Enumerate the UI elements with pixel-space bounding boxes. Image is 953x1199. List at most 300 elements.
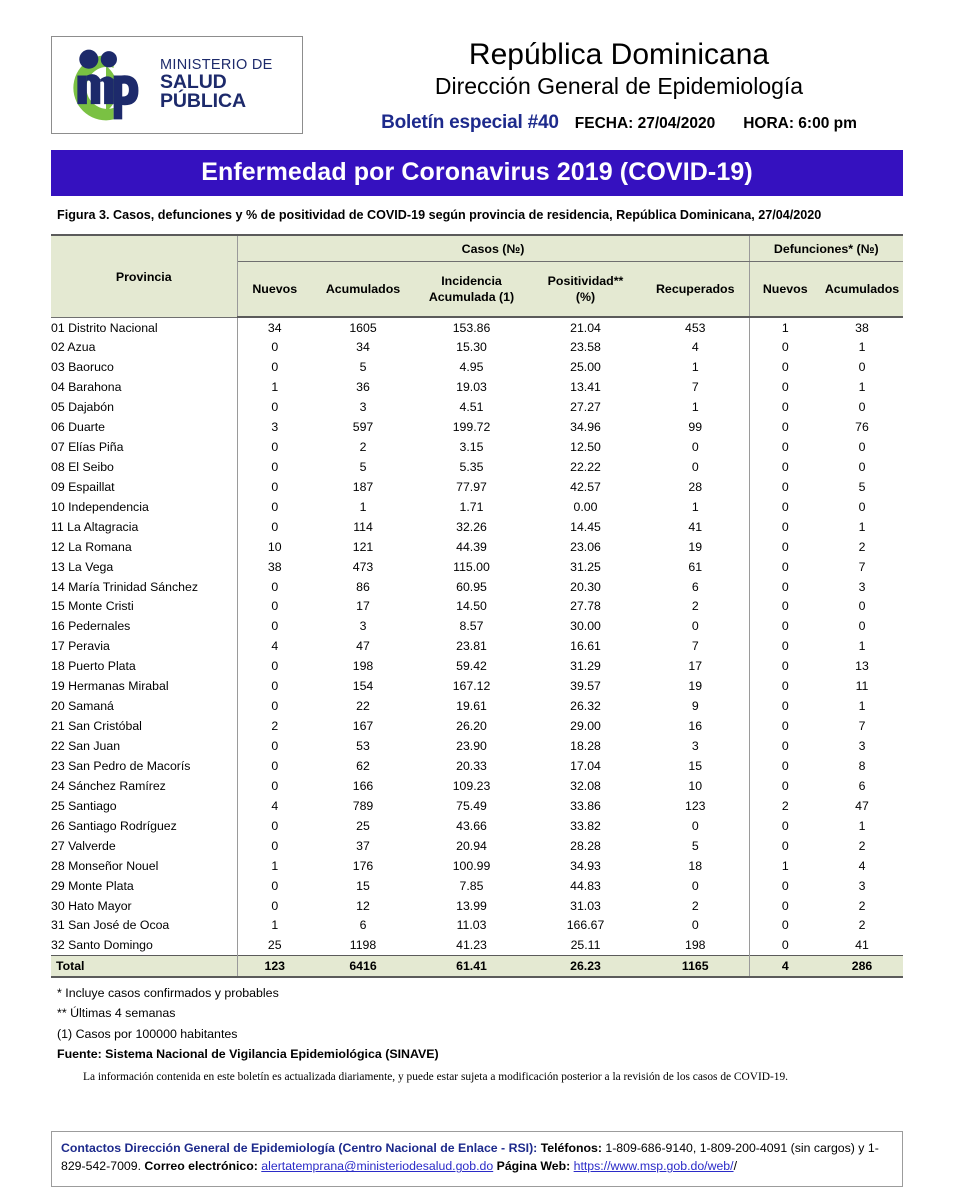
cell-recuperados: 0	[642, 437, 749, 457]
cell-positividad: 17.04	[529, 756, 642, 776]
cell-total-acumulados: 6416	[312, 955, 414, 977]
cell-acumulados: 597	[312, 417, 414, 437]
table-total-row	[51, 955, 903, 977]
cell-provincia: 07 Elías Piña	[51, 437, 237, 457]
cell-def-nuevos: 0	[749, 417, 821, 437]
cell-nuevos: 0	[237, 756, 312, 776]
cell-incidencia: 115.00	[414, 557, 529, 577]
cell-recuperados: 17	[642, 656, 749, 676]
cell-def-nuevos: 0	[749, 397, 821, 417]
footer-web-label: Página Web:	[496, 1159, 571, 1174]
cell-positividad: 26.32	[529, 696, 642, 716]
cell-acumulados: 12	[312, 896, 414, 916]
cell-acumulados: 114	[312, 517, 414, 537]
cell-incidencia: 11.03	[414, 916, 529, 936]
cell-def-nuevos: 0	[749, 457, 821, 477]
figure-caption: Figura 3. Casos, defunciones y % de positividad de COVID-19 según provincia de residencia, República Dominicana, 27/04/2020	[57, 208, 822, 222]
table-row	[51, 896, 903, 916]
table-row	[51, 656, 903, 676]
cell-recuperados: 2	[642, 597, 749, 617]
cell-acumulados: 62	[312, 756, 414, 776]
cell-nuevos: 0	[237, 597, 312, 617]
cell-def-nuevos: 0	[749, 876, 821, 896]
cell-def-nuevos: 0	[749, 497, 821, 517]
cell-total-positividad: 26.23	[529, 955, 642, 977]
disease-banner: Enfermedad por Coronavirus 2019 (COVID-19)	[51, 150, 903, 196]
cell-def-acumulados: 0	[821, 457, 903, 477]
cell-provincia: 19 Hermanas Mirabal	[51, 676, 237, 696]
cell-recuperados: 453	[642, 317, 749, 337]
cell-def-nuevos: 0	[749, 756, 821, 776]
cell-nuevos: 0	[237, 357, 312, 377]
cell-incidencia: 77.97	[414, 477, 529, 497]
cell-acumulados: 3	[312, 616, 414, 636]
footer-contacts-label: Contactos Dirección General de Epidemiología (Centro Nacional de Enlace - RSI):	[61, 1141, 538, 1155]
cell-provincia: 26 Santiago Rodríguez	[51, 816, 237, 836]
title-block	[309, 36, 929, 134]
cell-acumulados: 5	[312, 457, 414, 477]
cell-provincia: 31 San José de Ocoa	[51, 916, 237, 936]
cell-def-acumulados: 4	[821, 856, 903, 876]
cell-def-acumulados: 3	[821, 876, 903, 896]
cell-provincia: 24 Sánchez Ramírez	[51, 776, 237, 796]
cell-def-nuevos: 0	[749, 616, 821, 636]
cell-nuevos: 0	[237, 696, 312, 716]
cell-incidencia: 199.72	[414, 417, 529, 437]
cell-acumulados: 17	[312, 597, 414, 617]
cell-nuevos: 0	[237, 896, 312, 916]
cell-recuperados: 7	[642, 636, 749, 656]
logo-line-2: SALUD PÚBLICA	[160, 70, 246, 113]
cell-acumulados: 154	[312, 676, 414, 696]
cell-provincia: 27 Valverde	[51, 836, 237, 856]
cell-def-acumulados: 76	[821, 417, 903, 437]
col-header-def-acumulados: Acumulados	[821, 261, 903, 317]
cell-nuevos: 0	[237, 656, 312, 676]
cell-def-nuevos: 0	[749, 836, 821, 856]
table-group-header-row	[51, 235, 903, 261]
cell-positividad: 20.30	[529, 577, 642, 597]
cell-incidencia: 20.33	[414, 756, 529, 776]
cell-positividad: 34.93	[529, 856, 642, 876]
cell-nuevos: 0	[237, 577, 312, 597]
cell-def-nuevos: 0	[749, 696, 821, 716]
cell-nuevos: 2	[237, 716, 312, 736]
cell-def-nuevos: 0	[749, 896, 821, 916]
cell-def-acumulados: 3	[821, 736, 903, 756]
cell-positividad: 25.11	[529, 935, 642, 955]
cell-nuevos: 0	[237, 876, 312, 896]
col-header-incidencia	[414, 261, 529, 317]
table-row	[51, 716, 903, 736]
incidencia-line-1: Incidencia	[441, 274, 502, 288]
cell-def-acumulados: 0	[821, 437, 903, 457]
col-group-casos: Casos (№)	[237, 235, 749, 261]
cell-recuperados: 0	[642, 457, 749, 477]
cell-def-acumulados: 7	[821, 557, 903, 577]
table-row	[51, 497, 903, 517]
cell-provincia: 03 Baoruco	[51, 357, 237, 377]
cell-def-nuevos: 0	[749, 477, 821, 497]
cell-nuevos: 0	[237, 497, 312, 517]
cell-def-nuevos: 0	[749, 676, 821, 696]
table-notes	[57, 983, 917, 1082]
table-row	[51, 736, 903, 756]
table-row	[51, 477, 903, 497]
cell-def-acumulados: 2	[821, 896, 903, 916]
cell-incidencia: 41.23	[414, 935, 529, 955]
cell-provincia: 22 San Juan	[51, 736, 237, 756]
table-row	[51, 577, 903, 597]
table-row	[51, 377, 903, 397]
cell-def-nuevos: 0	[749, 776, 821, 796]
table-row	[51, 796, 903, 816]
cell-incidencia: 19.03	[414, 377, 529, 397]
cell-incidencia: 19.61	[414, 696, 529, 716]
cell-def-nuevos: 0	[749, 597, 821, 617]
cell-positividad: 31.03	[529, 896, 642, 916]
cell-provincia: 04 Barahona	[51, 377, 237, 397]
table-row	[51, 397, 903, 417]
cell-acumulados: 15	[312, 876, 414, 896]
table-row	[51, 836, 903, 856]
cell-provincia: 29 Monte Plata	[51, 876, 237, 896]
cell-def-acumulados: 11	[821, 676, 903, 696]
cell-acumulados: 25	[312, 816, 414, 836]
cell-nuevos: 0	[237, 736, 312, 756]
cell-def-nuevos: 2	[749, 796, 821, 816]
cell-recuperados: 0	[642, 816, 749, 836]
cell-acumulados: 3	[312, 397, 414, 417]
cell-nuevos: 1	[237, 377, 312, 397]
cell-def-acumulados: 47	[821, 796, 903, 816]
cell-positividad: 13.41	[529, 377, 642, 397]
cell-def-acumulados: 8	[821, 756, 903, 776]
cell-def-acumulados: 1	[821, 337, 903, 357]
cell-provincia: 05 Dajabón	[51, 397, 237, 417]
cell-recuperados: 1	[642, 497, 749, 517]
cell-incidencia: 5.35	[414, 457, 529, 477]
table-row	[51, 916, 903, 936]
note-double-asterisk: ** Últimas 4 semanas	[57, 1006, 176, 1021]
cell-incidencia: 75.49	[414, 796, 529, 816]
cell-nuevos: 1	[237, 916, 312, 936]
table-row	[51, 517, 903, 537]
cell-incidencia: 44.39	[414, 537, 529, 557]
cell-provincia: 23 San Pedro de Macorís	[51, 756, 237, 776]
footer-web-suffix: /	[733, 1159, 737, 1174]
table-row	[51, 876, 903, 896]
cell-incidencia: 60.95	[414, 577, 529, 597]
cell-incidencia: 20.94	[414, 836, 529, 856]
table-row	[51, 437, 903, 457]
cell-recuperados: 19	[642, 676, 749, 696]
cell-positividad: 23.06	[529, 537, 642, 557]
cell-positividad: 39.57	[529, 676, 642, 696]
cell-provincia: 28 Monseñor Nouel	[51, 856, 237, 876]
cell-def-acumulados: 0	[821, 597, 903, 617]
footer-email-link[interactable]: alertatemprana@ministeriodesalud.gob.do	[261, 1159, 494, 1174]
cell-provincia: 18 Puerto Plata	[51, 656, 237, 676]
table-row	[51, 337, 903, 357]
cell-nuevos: 0	[237, 616, 312, 636]
cell-acumulados: 53	[312, 736, 414, 756]
cell-recuperados: 61	[642, 557, 749, 577]
table-row	[51, 816, 903, 836]
cell-provincia: 09 Espaillat	[51, 477, 237, 497]
cell-def-nuevos: 0	[749, 337, 821, 357]
bulletin-time: HORA: 6:00 pm	[743, 114, 857, 132]
footer-contacts	[51, 1131, 903, 1187]
bulletin-date: FECHA: 27/04/2020	[574, 114, 716, 132]
cell-positividad: 21.04	[529, 317, 642, 337]
cell-provincia: 15 Monte Cristi	[51, 597, 237, 617]
cell-incidencia: 13.99	[414, 896, 529, 916]
cell-positividad: 16.61	[529, 636, 642, 656]
cell-positividad: 18.28	[529, 736, 642, 756]
cell-recuperados: 99	[642, 417, 749, 437]
table-body	[51, 317, 903, 977]
bulletin-number: Boletín especial #40	[381, 111, 559, 133]
cell-positividad: 23.58	[529, 337, 642, 357]
cell-acumulados: 121	[312, 537, 414, 557]
cell-acumulados: 36	[312, 377, 414, 397]
cell-positividad: 12.50	[529, 437, 642, 457]
cell-provincia: 16 Pedernales	[51, 616, 237, 636]
bulletin-line	[309, 112, 929, 134]
cell-acumulados: 86	[312, 577, 414, 597]
cell-provincia: 32 Santo Domingo	[51, 935, 237, 955]
table-row	[51, 935, 903, 955]
cell-recuperados: 18	[642, 856, 749, 876]
col-group-defunciones: Defunciones* (№)	[749, 235, 903, 261]
cell-incidencia: 3.15	[414, 437, 529, 457]
table-row	[51, 636, 903, 656]
cell-def-acumulados: 5	[821, 477, 903, 497]
cell-provincia: 01 Distrito Nacional	[51, 317, 237, 337]
cell-provincia: 08 El Seibo	[51, 457, 237, 477]
cell-recuperados: 1	[642, 397, 749, 417]
cell-nuevos: 34	[237, 317, 312, 337]
cell-def-nuevos: 0	[749, 716, 821, 736]
cell-recuperados: 5	[642, 836, 749, 856]
cell-acumulados: 167	[312, 716, 414, 736]
cell-positividad: 31.25	[529, 557, 642, 577]
table-row	[51, 357, 903, 377]
col-header-casos-acumulados: Acumulados	[312, 261, 414, 317]
cell-positividad: 33.82	[529, 816, 642, 836]
cell-acumulados: 789	[312, 796, 414, 816]
incidencia-line-2: Acumulada (1)	[428, 290, 515, 305]
cell-incidencia: 23.90	[414, 736, 529, 756]
cell-def-nuevos: 0	[749, 437, 821, 457]
cell-incidencia: 153.86	[414, 317, 529, 337]
cell-def-acumulados: 2	[821, 537, 903, 557]
table-row	[51, 417, 903, 437]
cell-nuevos: 0	[237, 477, 312, 497]
cell-recuperados: 15	[642, 756, 749, 776]
cell-incidencia: 15.30	[414, 337, 529, 357]
cell-nuevos: 4	[237, 796, 312, 816]
cell-def-nuevos: 0	[749, 816, 821, 836]
footer-correo-label: Correo electrónico:	[144, 1159, 258, 1174]
cell-incidencia: 4.51	[414, 397, 529, 417]
cell-nuevos: 0	[237, 457, 312, 477]
cell-incidencia: 100.99	[414, 856, 529, 876]
cell-def-nuevos: 0	[749, 517, 821, 537]
cell-recuperados: 6	[642, 577, 749, 597]
note-source: Fuente: Sistema Nacional de Vigilancia Epidemiológica (SINAVE)	[57, 1046, 439, 1061]
cell-def-nuevos: 0	[749, 736, 821, 756]
cell-def-acumulados: 41	[821, 935, 903, 955]
cell-positividad: 34.96	[529, 417, 642, 437]
cell-recuperados: 0	[642, 916, 749, 936]
table-row	[51, 597, 903, 617]
cell-incidencia: 26.20	[414, 716, 529, 736]
cell-recuperados: 16	[642, 716, 749, 736]
cell-recuperados: 28	[642, 477, 749, 497]
footer-telefonos-label: Teléfonos:	[540, 1141, 602, 1155]
cell-def-acumulados: 0	[821, 497, 903, 517]
table-row	[51, 756, 903, 776]
cell-def-nuevos: 0	[749, 557, 821, 577]
cell-def-acumulados: 1	[821, 377, 903, 397]
cell-def-nuevos: 0	[749, 656, 821, 676]
cell-acumulados: 1	[312, 497, 414, 517]
positividad-line-1: Positividad**	[547, 274, 624, 288]
cell-positividad: 32.08	[529, 776, 642, 796]
cell-provincia: 13 La Vega	[51, 557, 237, 577]
cell-total-def-acumulados: 286	[821, 955, 903, 977]
cell-recuperados: 0	[642, 876, 749, 896]
cell-def-acumulados: 7	[821, 716, 903, 736]
cell-nuevos: 10	[237, 537, 312, 557]
cell-positividad: 31.29	[529, 656, 642, 676]
cell-nuevos: 0	[237, 776, 312, 796]
cell-acumulados: 6	[312, 916, 414, 936]
cell-def-acumulados: 13	[821, 656, 903, 676]
cell-def-nuevos: 0	[749, 357, 821, 377]
cell-recuperados: 1	[642, 357, 749, 377]
footer-telefonos-value: 1-809-686-9140, 1-809-200-4091 (sin cargos) y 1-829-542-7009.	[61, 1141, 879, 1174]
cell-def-nuevos: 0	[749, 377, 821, 397]
cell-acumulados: 187	[312, 477, 414, 497]
cell-positividad: 27.78	[529, 597, 642, 617]
cell-def-acumulados: 0	[821, 616, 903, 636]
cell-total-incidencia: 61.41	[414, 955, 529, 977]
cell-acumulados: 5	[312, 357, 414, 377]
table-row	[51, 776, 903, 796]
table-row	[51, 317, 903, 337]
country-title: República Dominicana	[468, 38, 770, 71]
col-header-positividad	[529, 261, 642, 317]
cell-incidencia: 7.85	[414, 876, 529, 896]
footer-web-link[interactable]: https://www.msp.gob.do/web/	[573, 1159, 734, 1174]
cell-positividad: 0.00	[529, 497, 642, 517]
cell-nuevos: 25	[237, 935, 312, 955]
table-row	[51, 457, 903, 477]
cell-provincia: 21 San Cristóbal	[51, 716, 237, 736]
cell-def-acumulados: 0	[821, 397, 903, 417]
cell-def-nuevos: 0	[749, 537, 821, 557]
cell-positividad: 25.00	[529, 357, 642, 377]
note-asterisk: * Incluye casos confirmados y probables	[57, 986, 279, 1001]
disclaimer-text: La información contenida en este boletín es actualizada diariamente, y puede estar sujeta a modificación posterior a la revisión de los casos de COVID-19.	[83, 1070, 789, 1083]
col-header-provincia: Provincia	[51, 235, 237, 317]
cell-provincia: 06 Duarte	[51, 417, 237, 437]
cell-positividad: 22.22	[529, 457, 642, 477]
cell-recuperados: 4	[642, 337, 749, 357]
ministry-logo	[51, 36, 303, 134]
cell-recuperados: 41	[642, 517, 749, 537]
table-row	[51, 696, 903, 716]
cell-def-acumulados: 6	[821, 776, 903, 796]
cell-incidencia: 1.71	[414, 497, 529, 517]
cell-recuperados: 0	[642, 616, 749, 636]
cell-def-acumulados: 1	[821, 816, 903, 836]
department-title: Dirección General de Epidemiología	[434, 72, 804, 99]
cell-nuevos: 4	[237, 636, 312, 656]
col-header-casos-nuevos: Nuevos	[237, 261, 312, 317]
cell-acumulados: 198	[312, 656, 414, 676]
cell-provincia: 12 La Romana	[51, 537, 237, 557]
cell-def-nuevos: 0	[749, 935, 821, 955]
cell-incidencia: 32.26	[414, 517, 529, 537]
table-row	[51, 616, 903, 636]
cell-positividad: 166.67	[529, 916, 642, 936]
cell-nuevos: 38	[237, 557, 312, 577]
cell-positividad: 29.00	[529, 716, 642, 736]
cell-recuperados: 10	[642, 776, 749, 796]
cell-incidencia: 43.66	[414, 816, 529, 836]
cell-nuevos: 0	[237, 517, 312, 537]
cell-recuperados: 198	[642, 935, 749, 955]
table-row	[51, 856, 903, 876]
cell-provincia: 11 La Altagracia	[51, 517, 237, 537]
cell-positividad: 30.00	[529, 616, 642, 636]
cell-provincia: 14 María Trinidad Sánchez	[51, 577, 237, 597]
cell-total-label: Total	[51, 955, 237, 977]
cell-incidencia: 59.42	[414, 656, 529, 676]
positividad-line-2: (%)	[575, 290, 596, 305]
cell-acumulados: 2	[312, 437, 414, 457]
cell-def-acumulados: 0	[821, 357, 903, 377]
logo-wordmark	[160, 58, 296, 113]
cell-incidencia: 14.50	[414, 597, 529, 617]
cell-recuperados: 7	[642, 377, 749, 397]
cell-total-def-nuevos: 4	[749, 955, 821, 977]
msp-logo-icon	[58, 43, 154, 127]
cell-provincia: 10 Independencia	[51, 497, 237, 517]
cell-acumulados: 1198	[312, 935, 414, 955]
covid-province-table	[51, 234, 903, 978]
cell-recuperados: 3	[642, 736, 749, 756]
cell-incidencia: 8.57	[414, 616, 529, 636]
cell-provincia: 02 Azua	[51, 337, 237, 357]
table-row	[51, 557, 903, 577]
cell-positividad: 27.27	[529, 397, 642, 417]
cell-incidencia: 4.95	[414, 357, 529, 377]
cell-nuevos: 0	[237, 816, 312, 836]
cell-recuperados: 9	[642, 696, 749, 716]
note-one: (1) Casos por 100000 habitantes	[57, 1026, 238, 1041]
cell-def-nuevos: 1	[749, 317, 821, 337]
cell-def-acumulados: 38	[821, 317, 903, 337]
cell-acumulados: 473	[312, 557, 414, 577]
cell-incidencia: 167.12	[414, 676, 529, 696]
cell-total-recuperados: 1165	[642, 955, 749, 977]
cell-nuevos: 0	[237, 836, 312, 856]
